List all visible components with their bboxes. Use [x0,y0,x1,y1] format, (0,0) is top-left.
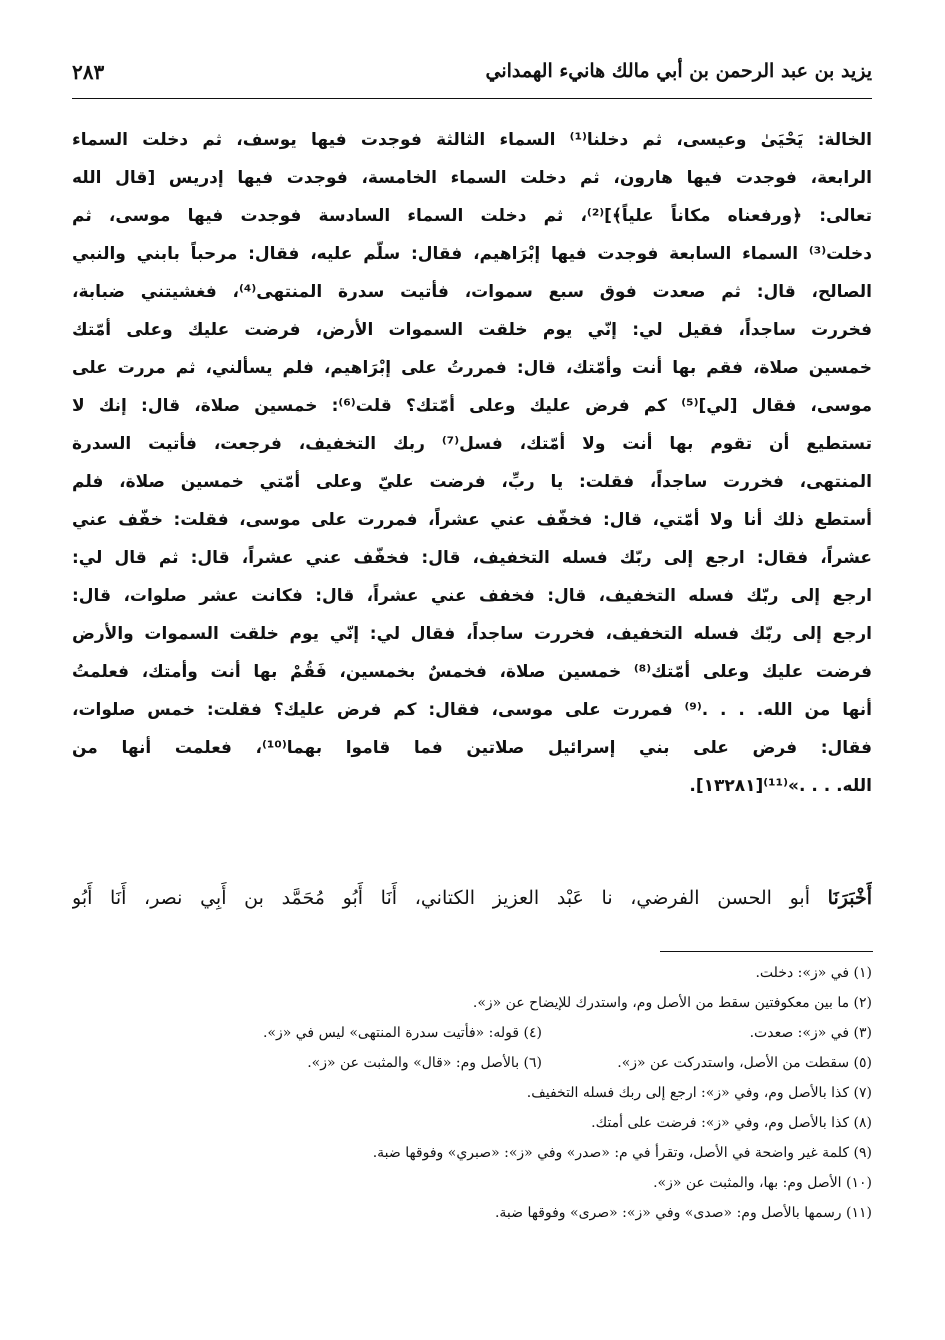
narration-lead-word: أَخْبَرَنَا [827,887,872,909]
text-line: أنها من الله. . . .⁽⁹⁾ فمررت على موسى، فقال: كم فرض عليك؟ فقلت: خمس صلوات، [72,700,872,720]
header-divider [72,98,872,99]
footnote-line [72,1108,872,1138]
text-line-final: الله. . . .»⁽¹¹⁾[١٣٢٨١]. [689,776,872,796]
footnote-10: (١٠) الأصل وم: بها، والمثبت عن «ز». [653,1175,872,1191]
footnotes [72,958,872,1228]
text-line: الخالة: يَحْيَىٰ وعيسى، ثم دخلنا⁽¹⁾ السماء الثالثة فوجدت فيها يوسف، ثم دخلت السماء [72,130,872,150]
footnote-line [72,958,872,988]
footnote-6: (٦) بالأصل وم: «قال» والمثبت عن «ز». [307,1055,542,1071]
footnote-2: (٢) ما بين معكوفتين سقط من الأصل وم، واستدرك للإيضاح عن «ز». [472,995,872,1011]
page-header [72,56,872,96]
text-line: تستطيع أن تقوم بها أنت ولا أمّتك، فسل⁽⁷⁾ ربك التخفيف، فرجعت، فأتيت السدرة [72,434,872,454]
footnote-line [72,1078,872,1108]
next-paragraph [72,876,872,920]
footnote-7: (٧) كذا بالأصل وم، وفي «ز»: ارجع إلى ربك فسله التخفيف. [526,1085,872,1101]
footnote-1: (١) في «ز»: دخلت. [755,965,872,981]
main-text-block [72,121,872,805]
text-line: موسى، فقال [لي]⁽⁵⁾ كم فرض عليك وعلى أمّتك؟ قلت⁽⁶⁾: خمسين صلاة، قال: إنك لا [72,396,872,416]
footnote-11: (١١) رسمها بالأصل وم: «صدى» وفي «ز»: «صرى» وفوقها ضبة. [494,1205,872,1221]
narration-chain: أبو الحسن الفرضي، نا عَبْد العزيز الكتاني، أَنَا أَبُو مُحَمَّد بن أَبِي نصر، أَنَا أَبُو [72,887,828,909]
text-line: ارجع إلى ربّك فسله التخفيف، قال: فخفف عني عشراً، قال: فكانت عشر صلوات، قال: [72,586,872,606]
footnote-5: (٥) سقطت من الأصل، واستدركت عن «ز». [617,1055,872,1071]
footnote-line [72,1138,872,1168]
footnote-line [72,1048,872,1078]
footnote-3: (٣) في «ز»: صعدت. [749,1025,872,1041]
footnote-line [72,988,872,1018]
text-line: تعالى: ﴿ورفعناه مكاناً علياً﴾]⁽²⁾، ثم دخلت السماء السادسة فوجدت فيها موسى، ثم [72,206,872,226]
text-line: المنتهى، فخررت ساجداً، فقلت: يا ربِّ، فرضت عليّ وعلى أمّتي خمسين صلاة، فلم [72,472,872,492]
text-line: الصالح، قال: ثم صعدت فوق سبع سموات، فأتيت سدرة المنتهى⁽⁴⁾، فغشيتني ضبابة، [72,282,872,302]
page-number: ٢٨٣ [72,60,105,84]
footnote-line [72,1018,872,1048]
footnote-9: (٩) كلمة غير واضحة في الأصل، وتقرأ في م: «صدر» وفي «ز»: «صبري» وفوقها ضبة. [372,1145,872,1161]
text-line: الرابعة، فوجدت فيها هارون، ثم دخلت السماء الخامسة، فوجدت فيها إدريس [قال الله [72,168,872,188]
text-line: فخررت ساجداً، فقيل لي: إنّي يوم خلقت السموات الأرض، فرضت عليك وعلى أمّتك [72,320,872,340]
footnote-4: (٤) قوله: «فأتيت سدرة المنتهى» ليس في «ز». [262,1025,542,1041]
text-line: دخلت⁽³⁾ السماء السابعة فوجدت فيها إبْرَاهيم، فقال: سلّم عليه، فقال: مرحباً بابني والنبي [72,244,872,264]
footnote-line [72,1198,872,1228]
text-line: ارجع إلى ربّك فسله التخفيف، فخررت ساجداً، فقال لي: إنّي يوم خلقت السموات والأرض [72,624,872,644]
footnote-line [72,1168,872,1198]
text-line: أستطع ذلك أنا ولا أمّتي، قال: فخفّف عني عشراً، فمررت على موسى، فقلت: خفّف عني [72,510,872,530]
running-title: يزيد بن عبد الرحمن بن أبي مالك هانيء الهمداني [485,60,872,82]
footnote-divider [660,951,873,952]
footnote-8: (٨) كذا بالأصل وم، وفي «ز»: فرضت على أمتك. [591,1115,872,1131]
text-line: فقال: فرض على بني إسرائيل صلاتين فما قاموا بهما⁽¹⁰⁾، فعلمت أنها من [72,738,872,758]
text-line: عشراً، فقال: ارجع إلى ربّك فسله التخفيف، قال: فخفّف عني عشراً، قال: ثم قال لي: [72,548,872,568]
text-line: خمسين صلاة، فقم بها أنت وأمّتك، قال: فمررتُ على إبْرَاهيم، فلم يسألني، ثم مررت على [72,358,872,378]
text-line: فرضت عليك وعلى أمّتك⁽⁸⁾ خمسين صلاة، فخمسٌ بخمسين، فَقُمْ بها أنت وأمتك، فعلمتُ [72,662,872,682]
